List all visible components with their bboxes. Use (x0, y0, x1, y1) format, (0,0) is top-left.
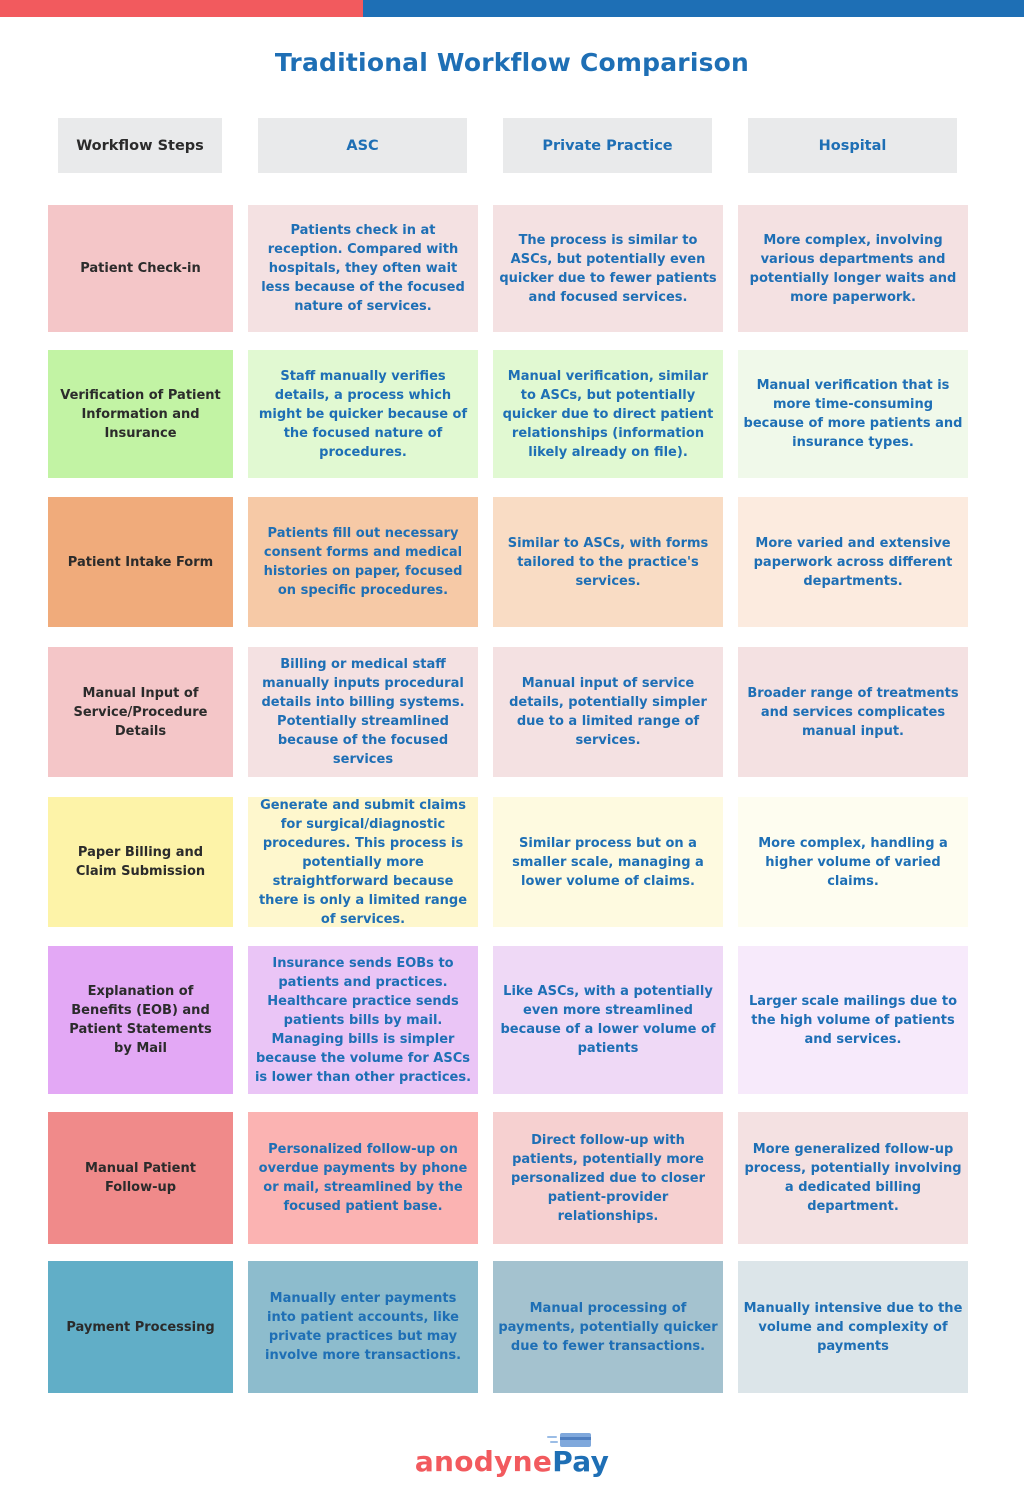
cell-step: Explanation of Benefits (EOB) and Patient Statements by Mail (48, 946, 233, 1094)
cell-private-practice: Similar process but on a smaller scale, managing a lower volume of claims. (493, 797, 723, 927)
cell-asc: Generate and submit claims for surgical/diagnostic procedures. This process is potentially more straightforward because there is only a limited range of services. (248, 797, 478, 927)
cell-private-practice: Like ASCs, with a potentially even more streamlined because of a lower volume of patients (493, 946, 723, 1094)
cell-private-practice: Manual processing of payments, potentially quicker due to fewer transactions. (493, 1261, 723, 1393)
cell-asc: Patients fill out necessary consent forms and medical histories on paper, focused on specific procedures. (248, 497, 478, 627)
anodynepay-logo (0, 1428, 1024, 1488)
cell-hospital: More generalized follow-up process, potentially involving a dedicated billing department. (738, 1112, 968, 1244)
header-hospital: Hospital (748, 118, 957, 173)
cell-hospital: More varied and extensive paperwork across different departments. (738, 497, 968, 627)
cell-step: Patient Intake Form (48, 497, 233, 627)
cell-private-practice: The process is similar to ASCs, but potentially even quicker due to fewer patients and focused services. (493, 205, 723, 332)
cell-step: Manual Patient Follow-up (48, 1112, 233, 1244)
logo-text-anodyne: anodyne (414, 1445, 553, 1478)
cell-hospital: More complex, involving various departments and potentially longer waits and more paperwork. (738, 205, 968, 332)
header-private-practice: Private Practice (503, 118, 712, 173)
cell-asc: Insurance sends EOBs to patients and practices. Healthcare practice sends patients bills by mail. Managing bills is simpler because the volume for ASCs is lower than other practices. (248, 946, 478, 1094)
header-asc: ASC (258, 118, 467, 173)
logo-wordmark (0, 1445, 1024, 1478)
logo-text-pay: Pay (552, 1445, 610, 1478)
top-accent-bar-red (0, 0, 363, 17)
cell-hospital: Manually intensive due to the volume and complexity of payments (738, 1261, 968, 1393)
page-title: Traditional Workflow Comparison (274, 48, 750, 77)
cell-hospital: Manual verification that is more time-consuming because of more patients and insurance types. (738, 350, 968, 478)
cell-asc: Manually enter payments into patient accounts, like private practices but may involve more transactions. (248, 1261, 478, 1393)
cell-step: Payment Processing (48, 1261, 233, 1393)
cell-step: Verification of Patient Information and Insurance (48, 350, 233, 478)
cell-step: Paper Billing and Claim Submission (48, 797, 233, 927)
cell-private-practice: Similar to ASCs, with forms tailored to the practice's services. (493, 497, 723, 627)
cell-private-practice: Manual verification, similar to ASCs, but potentially quicker due to direct patient relationships (information likely already on file). (493, 350, 723, 478)
cell-private-practice: Manual input of service details, potentially simpler due to a limited range of services. (493, 647, 723, 777)
cell-private-practice: Direct follow-up with patients, potentially more personalized due to closer patient-provider relationships. (493, 1112, 723, 1244)
cell-asc: Billing or medical staff manually inputs procedural details into billing systems. Potentially streamlined because of the focused services (248, 647, 478, 777)
cell-asc: Personalized follow-up on overdue payments by phone or mail, streamlined by the focused patient base. (248, 1112, 478, 1244)
cell-step: Manual Input of Service/Procedure Details (48, 647, 233, 777)
cell-asc: Staff manually verifies details, a process which might be quicker because of the focused nature of procedures. (248, 350, 478, 478)
cell-hospital: More complex, handling a higher volume of varied claims. (738, 797, 968, 927)
cell-asc: Patients check in at reception. Compared with hospitals, they often wait less because of the focused nature of services. (248, 205, 478, 332)
cell-hospital: Broader range of treatments and services complicates manual input. (738, 647, 968, 777)
header-workflow-steps: Workflow Steps (58, 118, 222, 173)
top-accent-bar-blue (363, 0, 1024, 17)
cell-step: Patient Check-in (48, 205, 233, 332)
cell-hospital: Larger scale mailings due to the high volume of patients and services. (738, 946, 968, 1094)
